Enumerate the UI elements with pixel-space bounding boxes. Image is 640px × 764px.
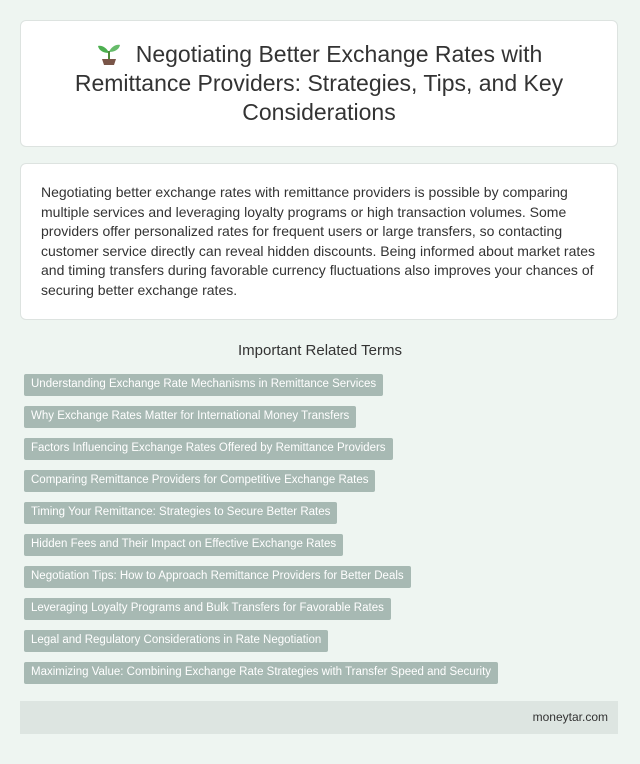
footer-site-link[interactable]: moneytar.com <box>532 710 608 724</box>
related-term-tag[interactable]: Understanding Exchange Rate Mechanisms in Remittance Services <box>24 374 383 396</box>
title-card <box>20 20 618 147</box>
related-term-tag[interactable]: Timing Your Remittance: Strategies to Secure Better Rates <box>24 502 337 524</box>
related-term-tag[interactable]: Why Exchange Rates Matter for International Money Transfers <box>24 406 356 428</box>
related-term-tag[interactable]: Maximizing Value: Combining Exchange Rate Strategies with Transfer Speed and Security <box>24 662 498 684</box>
related-term-tag[interactable]: Factors Influencing Exchange Rates Offered by Remittance Providers <box>24 438 393 460</box>
page-title <box>21 40 617 127</box>
related-term-tag[interactable]: Hidden Fees and Their Impact on Effective Exchange Rates <box>24 534 343 556</box>
sprout-icon <box>96 41 122 65</box>
related-terms-list <box>24 374 614 694</box>
summary-text: Negotiating better exchange rates with remittance providers is possible by comparing multiple services and leveraging loyalty programs or high transaction volumes. Some providers offer personalized rates for frequent users or large transfers, so contacting customer service directly can reveal hidden discounts. Being informed about market rates and timing transfers during favorable currency fluctuations also improves your chances of securing better exchange rates. <box>41 184 596 298</box>
related-terms-heading: Important Related Terms <box>238 342 402 359</box>
related-term-tag[interactable]: Legal and Regulatory Considerations in Rate Negotiation <box>24 630 328 652</box>
summary-card <box>20 163 618 320</box>
related-term-tag[interactable]: Negotiation Tips: How to Approach Remittance Providers for Better Deals <box>24 566 411 588</box>
related-term-tag[interactable]: Comparing Remittance Providers for Competitive Exchange Rates <box>24 470 375 492</box>
related-term-tag[interactable]: Leveraging Loyalty Programs and Bulk Transfers for Favorable Rates <box>24 598 391 620</box>
page-title-text: Negotiating Better Exchange Rates with Remittance Providers: Strategies, Tips, and Key Considerations <box>74 41 564 125</box>
footer <box>20 701 618 734</box>
